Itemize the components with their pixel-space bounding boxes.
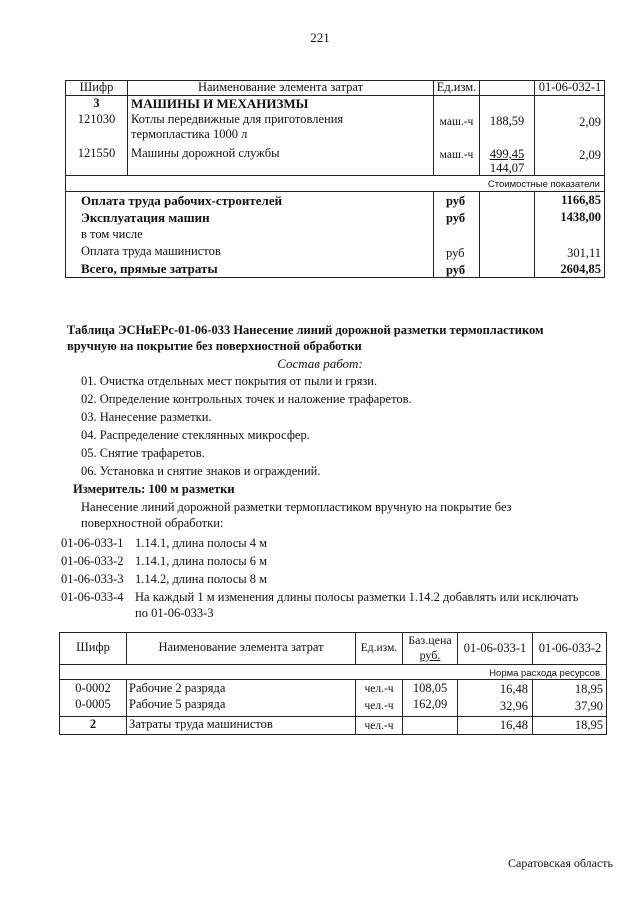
table2-col-divider [126,679,127,735]
cost-value: 301,11 [567,246,601,260]
variant-code: 01-06-033-2 [61,554,124,568]
variant-text: 1.14.1, длина полосы 6 м [135,554,268,568]
header-price-line2: руб. [419,648,441,662]
cost-caption: Стоимостные показатели [487,179,600,190]
work-item: 04. Распределение стеклянных микросфер. [81,428,310,442]
cost-label: Всего, прямые затраты [81,261,218,276]
cost-label: в том числе [81,227,143,241]
row-name: Рабочие 5 разряда [129,697,226,711]
table2-header-divider [59,664,607,665]
row-norm-2: 18,95 [574,682,603,696]
measure-unit: Измеритель: 100 м разметки [73,482,235,496]
row-price: 188,59 [489,114,525,128]
row-code: 0-0005 [75,697,111,711]
row-name: Затраты труда машинистов [129,717,273,731]
row-code: 0-0002 [75,681,111,695]
work-item: 06. Установка и снятие знаков и ограждений. [81,464,321,478]
row-norm-1: 16,48 [499,682,528,696]
row-name: Машины дорожной службы [131,146,280,160]
row-name: Рабочие 2 разряда [129,681,226,695]
row-price: 162,09 [412,697,448,711]
row-unit: чел.-ч [364,683,394,695]
table1-col-divider [433,191,434,278]
variant-text: 1.14.1, длина полосы 4 м [135,536,268,550]
row-norm-2: 18,95 [574,718,603,732]
description-line1: Нанесение линий дорожной разметки термопластиком вручную на покрытие без [81,500,512,514]
page-number: 221 [310,30,330,45]
row-norm: 2,09 [579,115,601,129]
row-price: 499,45 [489,147,525,161]
cost-value: 1166,85 [561,193,601,207]
header-unit: Ед.изм. [360,642,398,654]
header-name: Наименование элемента затрат [197,80,364,94]
cost-value: 2604,85 [560,262,601,276]
variant-code: 01-06-033-4 [61,590,124,604]
row-unit: маш.-ч [439,149,474,161]
row-norm-1: 32,96 [499,699,528,713]
row-norm-2: 37,90 [574,699,603,713]
row-name-cont: термопластика 1000 л [131,127,248,141]
row-code: 2 [89,717,97,731]
header-code: Шифр [79,80,114,94]
region-footer: Саратовская область [508,856,614,870]
header-name: Наименование элемента затрат [158,640,324,654]
cost-unit: руб [446,246,465,260]
header-unit: Ед.изм. [436,80,477,94]
row-name: Котлы передвижные для приготовления [131,112,344,126]
norm-caption: Норма расхода ресурсов [489,668,600,679]
variant-text: 1.14.2, длина полосы 8 м [135,572,268,586]
cost-label: Эксплуатация машин [81,210,210,225]
works-caption: Состав работ: [277,356,363,371]
cost-label: Оплата труда машинистов [81,244,221,258]
cost-unit: руб [446,194,466,208]
cost-unit: руб [446,263,466,277]
work-item: 01. Очистка отдельных мест покрытия от пыли и грязи. [81,374,378,388]
variant-code: 01-06-033-3 [61,572,124,586]
section-title: МАШИНЫ И МЕХАНИЗМЫ [131,96,309,111]
cost-unit: руб [446,211,466,225]
work-item: 05. Снятие трафаретов. [81,446,205,460]
row-price: 108,05 [412,681,448,695]
row-code: 121030 [77,112,116,126]
header-price-line1: Баз.цена [408,633,452,647]
variant-text: На каждый 1 м изменения длины полосы разметки 1.14.2 добавлять или исключать [135,590,579,604]
row-norm-1: 16,48 [499,718,528,732]
work-item: 03. Нанесение разметки. [81,410,212,424]
header-col-01-06-033-1: 01-06-033-1 [463,641,527,655]
row-price-sub: 144,07 [489,161,525,175]
heading-line1: Таблица ЭСНиЕРс-01-06-033 Нанесение линий дорожной разметки термопластиком [67,323,544,337]
header-col-01-06-033-2: 01-06-033-2 [538,641,602,655]
row-unit: чел.-ч [364,700,394,712]
work-item: 02. Определение контрольных точек и наложение трафаретов. [81,392,412,406]
variant-code: 01-06-033-1 [61,536,124,550]
row-norm: 2,09 [579,148,601,162]
row-unit: маш.-ч [439,116,474,128]
section-code: 3 [93,96,100,110]
row-unit: чел.-ч [364,720,394,732]
table1-col-divider [479,191,480,278]
header-code: Шифр [76,640,110,654]
header-col-01-06-032-1: 01-06-032-1 [538,80,602,94]
cost-value: 1438,00 [560,210,601,224]
variant-text-cont: по 01-06-033-3 [135,606,214,620]
heading-line2: вручную на покрытие без поверхностной обработки [67,339,362,353]
description-line2: поверхностной обработки: [81,516,224,530]
row-code: 121550 [77,146,116,160]
cost-label: Оплата труда рабочих-строителей [81,193,283,208]
